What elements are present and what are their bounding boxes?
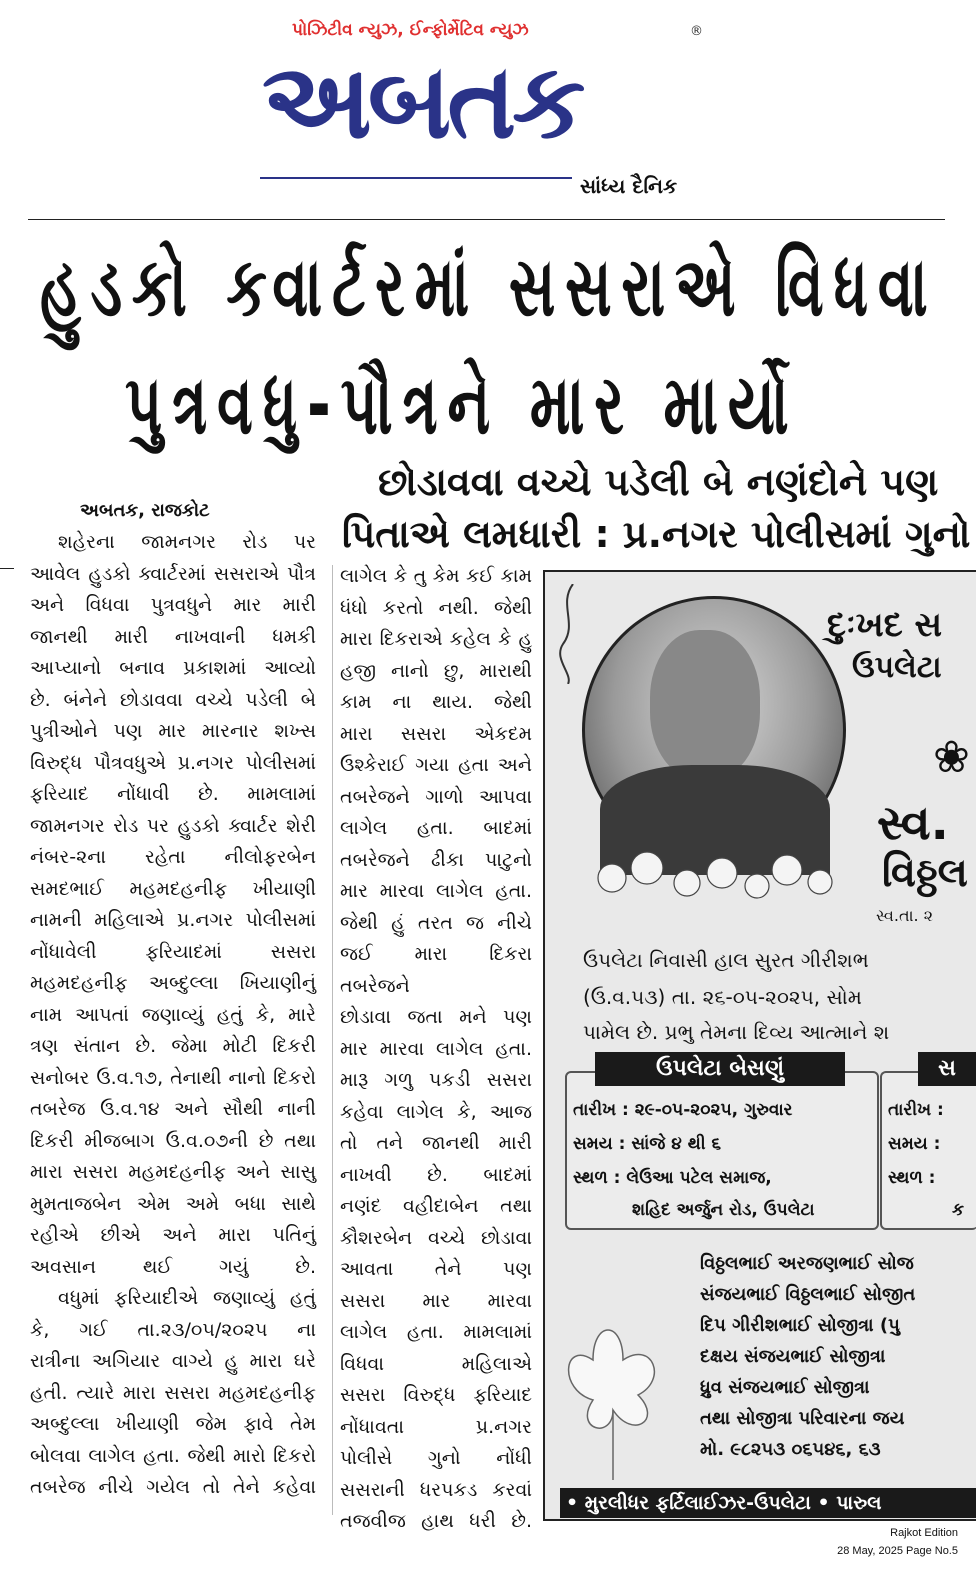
article-line: મુમતાજબેન એમ અમે બધા સાથે <box>30 1192 316 1215</box>
article-line: તો તને જાનથી મારી <box>340 1132 532 1154</box>
besnu-banner-1: ઉપલેટા બેસણું <box>595 1052 845 1086</box>
besnu-banner-2: સ <box>918 1052 976 1086</box>
ornament-icon <box>553 584 583 684</box>
article-line: ત્રણ સંતાન છે. જેમા મોટી દિકરી <box>30 1035 316 1057</box>
article-line: તબરેજને ઢીકા પાટુનો <box>340 848 532 871</box>
article-line: કે, ગઈ તા.૨૩/૦૫/૨૦૨૫ ના <box>30 1318 316 1341</box>
article-line: માર મારવા લાગેલ હતા. <box>340 1037 532 1060</box>
article-line: કામ ના થાય. જેથી <box>340 691 532 713</box>
ad-text-line-1: ઉપલેટા નિવાસી હાલ સુરત ગીરીશભ <box>583 948 869 972</box>
article-line: આવતા તેને પણ <box>340 1258 532 1280</box>
article-line: રહીએ છીએ અને મારા પતિનું <box>30 1224 316 1246</box>
article-line: વધુમાં ફરિયાદીએ જણાવ્યું હતું <box>58 1287 316 1309</box>
ad-text-line-2: (ઉ.વ.૫૩) તા. ૨૬-૦૫-૨૦૨૫, સોમ <box>583 985 862 1009</box>
article-line: ફરિયાદ નોંધાવી છે. મામલામાં <box>30 783 316 805</box>
flowers-icon <box>592 838 836 906</box>
masthead-subtitle: સાંધ્ય દૈનિક <box>580 174 678 198</box>
edition-date-page: 28 May, 2025 Page No.5 <box>837 1545 958 1557</box>
ad-text-line-3: પામેલ છે. પ્રભુ તેમના દિવ્ય આત્માને શ <box>583 1020 890 1044</box>
ad-family-line: તથા સોજીત્રા પરિવારના જય <box>700 1408 905 1429</box>
ad-footer-sponsors: • મુરલીધર ફર્ટિલાઈઝર-ઉપલેટા • પારુલ <box>560 1488 976 1518</box>
article-line: સસરા વિરુદ્ધ ફરિયાદ <box>340 1384 532 1406</box>
article-line: લાગેલ કે તુ કેમ કઈ કામ <box>340 565 532 587</box>
box2-venue-2: ક <box>952 1200 965 1220</box>
ad-family-line: મો. ૯૮૨૫૩ ૦૬૫૪૬, ૬૩ <box>700 1439 881 1460</box>
box1-time: સમય : સાંજે ૪ થી ૬ <box>573 1134 722 1154</box>
article-line: જઈ મારા દિકરા તબરેજને <box>340 943 532 997</box>
ad-family-line: દિપ ગીરીશભાઈ સોજીત્રા (પુ <box>700 1315 900 1336</box>
lily-icon <box>553 1300 673 1480</box>
article-line: વિરુદ્ધ પૌત્રવધુએ પ્ર.નગર પોલીસમાં <box>30 751 316 774</box>
article-line: પુત્રીઓને પણ માર મારનાર શખ્સ <box>30 720 316 742</box>
ad-name: વિઠ્ઠલ <box>882 850 968 896</box>
box1-date: તારીખ : ૨૯-૦૫-૨૦૨૫, ગુરુવાર <box>573 1100 793 1120</box>
box2-time: સમય : <box>888 1134 941 1154</box>
article-line: કૌશરબેન વચ્ચે છોડાવા <box>340 1226 532 1249</box>
column-divider <box>332 565 333 1515</box>
masthead-divider <box>28 219 945 220</box>
article-line: મારા સસરા મહમદહનીફ અને સાસુ <box>30 1161 316 1183</box>
article-line: શહેરના જામનગર રોડ પર <box>58 531 316 553</box>
ad-stv: સ્વ.તા. ૨ <box>876 906 934 925</box>
ad-family-line: દક્ષય સંજયભાઈ સોજીત્રા <box>700 1346 886 1367</box>
article-line: દિકરી મીજબાગ ઉ.વ.૦૭ની છે તથા <box>30 1129 316 1152</box>
registered-mark: ® <box>690 24 703 39</box>
ad-place: ઉપલેટા <box>852 650 942 685</box>
article-column-1 <box>30 527 316 1504</box>
article-line: માર મારવા લાગેલ હતા. <box>340 880 532 902</box>
article-line: લાગેલ હતા. મામલામાં <box>340 1321 532 1343</box>
article-line: ઉશ્કેરાઈ ગયા હતા અને <box>340 754 532 776</box>
article-line: જાનથી મારી નાખવાની ધમકી <box>30 625 316 648</box>
article-line: પોલીસે ગુનો નોંધી <box>340 1447 532 1469</box>
subheadline-line-2: પિતાએ લમધારી : પ્ર.નગર પોલીસમાં ગુનો <box>342 512 971 556</box>
article-line: અવસાન થઈ ગયું છે. <box>30 1255 316 1278</box>
article-line: નામની મહિલાએ પ્ર.નગર પોલીસમાં <box>30 909 316 931</box>
edition-name: Rajkot Edition <box>890 1527 958 1539</box>
edition-info <box>837 1524 958 1560</box>
article-line: મારૂ ગળુ પકડી સસરા <box>340 1069 532 1091</box>
article-line: નંબર-૨ના રહેતા નીલોફરબેન <box>30 846 316 868</box>
article-line: છોડાવા જતા મને પણ <box>340 1006 532 1028</box>
article-line: ધંધો કરતો નથી. જેથી <box>340 596 532 619</box>
rose-icon: ❀ <box>933 732 970 783</box>
margin-tick <box>0 568 14 569</box>
ad-family-line: વિઠ્ઠલભાઈ અરજણભાઈ સોજ <box>700 1253 914 1274</box>
article-line: તજવીજ હાથ ધરી છે. <box>340 1510 532 1532</box>
box1-venue: સ્થળ : લેઉઆ પટેલ સમાજ, <box>573 1168 772 1188</box>
article-line: આપ્યાનો બનાવ પ્રકાશમાં આવ્યો <box>30 657 316 679</box>
article-line: સસરા માર મારવા <box>340 1289 532 1312</box>
article-column-2 <box>340 561 532 1538</box>
box2-date: તારીખ : <box>888 1100 944 1120</box>
article-line: મારા દિકરાએ કહેલ કે હુ <box>340 628 532 650</box>
article-line: નોંધાવતા પ્ર.નગર <box>340 1415 532 1438</box>
article-line: હજી નાનો છુ, મારાથી <box>340 659 532 682</box>
article-line: અબ્દુલ્લા ખીયાણી જેમ ફાવે તેમ <box>30 1413 316 1435</box>
ad-name-prefix: સ્વ. <box>877 795 949 851</box>
article-line: તબરેજને ગાળો આપવા <box>340 785 532 808</box>
article-line: નામ આપતાં જણાવ્યું હતું કે, મારે <box>30 1003 316 1026</box>
article-line: સનોબર ઉ.વ.૧૭, તેનાથી નાનો દિકરો <box>30 1066 316 1089</box>
article-line: બોલવા લાગેલ હતા. જેથી મારો દિકરો <box>30 1444 316 1467</box>
masthead-logo: અબતક <box>262 40 582 162</box>
box1-venue-2: શહિદ અર્જુન રોડ, ઉપલેટા <box>632 1200 815 1220</box>
article-line: નોંધાવેલી ફરિયાદમાં સસરા <box>30 940 316 963</box>
article-line: છે. બંનેને છોડાવવા વચ્ચે પડેલી બે <box>30 688 316 711</box>
article-line: જેથી હું તરત જ નીચે <box>340 911 532 934</box>
article-line: લાગેલ હતા. બાદમાં <box>340 817 532 839</box>
subheadline-line-1: છોડાવવા વચ્ચે પડેલી બે નણંદોને પણ <box>378 460 939 504</box>
article-line: મારા સસરા એકદમ <box>340 722 532 745</box>
headline-line-1: હુડકો ક્વાર્ટરમાં સસરાએ વિધવા <box>40 240 938 335</box>
headline-line-2: પુત્રવધુ-પૌત્રને માર માર્યો <box>125 358 799 453</box>
ad-family-line: ધ્રુવ સંજયભાઈ સોજીત્રા <box>700 1377 870 1398</box>
article-line: નણંદ વહીદાબેન તથા <box>340 1195 532 1217</box>
ad-family-line: સંજયભાઈ વિઠ્ઠલભાઈ સોજીત <box>700 1284 916 1305</box>
masthead-tagline: પોઝિટીવ ન્યુઝ, ઈન્ફોર્મેટિવ ન્યુઝ <box>292 20 529 40</box>
article-line: કહેવા લાગેલ કે, આજ <box>340 1100 532 1123</box>
article-line: રાત્રીના અગિયાર વાગ્યે હુ મારા ઘરે <box>30 1350 316 1372</box>
article-line: જામનગર રોડ પર હુડકો ક્વાર્ટર શેરી <box>30 814 316 837</box>
masthead-underline <box>260 177 572 179</box>
article-line: તબરેજ ઉ.વ.૧૪ અને સૌથી નાની <box>30 1098 316 1120</box>
article-line: તબરેજ નીચે ગયેલ તો તેને કહેવા <box>30 1476 316 1498</box>
article-line: અને વિધવા પુત્રવધુને માર મારી <box>30 594 316 616</box>
article-line: સમદભાઈ મહમદહનીફ ખીયાણી <box>30 877 316 900</box>
article-line: વિધવા મહિલાએ <box>340 1352 532 1375</box>
article-line: નાખવી છે. બાદમાં <box>340 1163 532 1186</box>
ad-title: દુઃખદ સ <box>827 605 943 645</box>
article-line: મહમદહનીફ અબ્દુલ્લા ખિયાણીનું <box>30 972 316 994</box>
article-line: આવેલ હુડકો ક્વાર્ટરમાં સસરાએ પૌત્ર <box>30 562 316 585</box>
article-line: સસરાની ધરપકડ કરવાં <box>340 1478 532 1501</box>
dateline: અબતક, રાજકોટ <box>80 500 210 521</box>
portrait-face <box>650 630 760 780</box>
article-line: હતી. ત્યારે મારા સસરા મહમદહનીફ <box>30 1381 316 1404</box>
box2-venue: સ્થળ : <box>888 1168 936 1188</box>
